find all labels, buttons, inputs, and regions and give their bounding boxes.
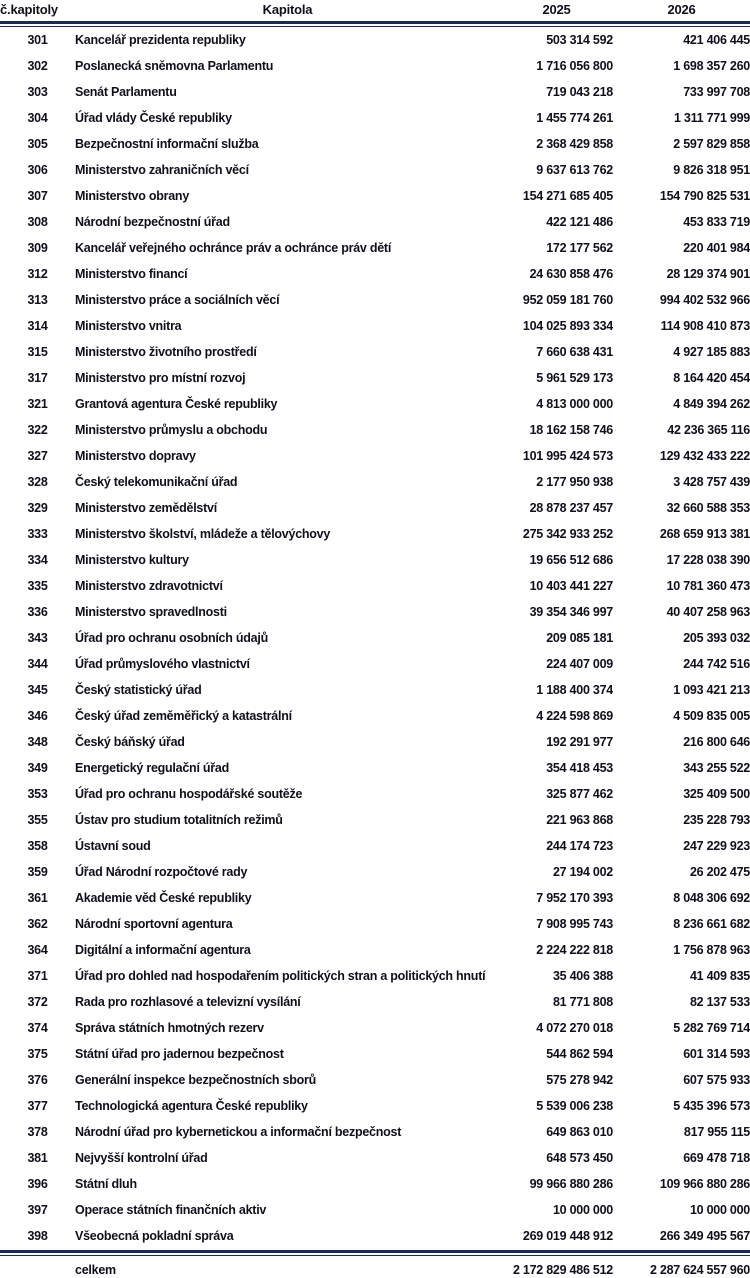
table-row <box>0 495 750 521</box>
chapter-name: Ministerstvo zahraničních věcí <box>75 163 249 177</box>
chapter-name: Kancelář prezidenta republiky <box>75 33 246 47</box>
amount-2026: 4 509 835 005 <box>673 709 750 723</box>
chapter-name: Ústavní soud <box>75 839 151 853</box>
chapter-name: Energetický regulační úřad <box>75 761 229 775</box>
amount-2026: 325 409 500 <box>683 787 750 801</box>
table-row <box>0 573 750 599</box>
chapter-name: Český úřad zeměměřický a katastrální <box>75 709 292 723</box>
amount-2025: 952 059 181 760 <box>522 293 613 307</box>
amount-2026: 114 908 410 873 <box>660 319 750 333</box>
chapter-number: 336 <box>27 605 48 619</box>
amount-2025: 2 177 950 938 <box>536 475 613 489</box>
amount-2025: 1 716 056 800 <box>536 59 613 73</box>
amount-2025: 649 863 010 <box>546 1125 613 1139</box>
column-header-chapter-number: č.kapitoly <box>0 2 58 17</box>
table-row <box>0 1041 750 1067</box>
chapter-name: Úřad pro dohled nad hospodařením politických stran a politických hnutí <box>75 969 486 983</box>
amount-2026: 26 202 475 <box>689 865 750 879</box>
amount-2026: 109 966 880 286 <box>659 1177 750 1191</box>
chapter-name: Kancelář veřejného ochránce práv a ochránce práv dětí <box>75 241 392 255</box>
chapter-number: 301 <box>27 33 48 47</box>
amount-2026: 10 781 360 473 <box>666 579 750 593</box>
table-row <box>0 807 750 833</box>
amount-2026: 817 955 115 <box>683 1125 750 1139</box>
amount-2025: 5 539 006 238 <box>536 1099 613 1113</box>
chapter-name: Úřad pro ochranu hospodářské soutěže <box>75 787 303 801</box>
chapter-number: 353 <box>27 787 48 801</box>
chapter-name: Senát Parlamentu <box>75 85 177 99</box>
table-row <box>0 79 750 105</box>
table-row <box>0 157 750 183</box>
table-row <box>0 53 750 79</box>
chapter-name: Bezpečnostní informační služba <box>75 137 259 151</box>
table-row <box>0 677 750 703</box>
chapter-number: 364 <box>27 943 48 957</box>
chapter-number: 355 <box>27 813 48 827</box>
table-row <box>0 781 750 807</box>
amount-2025: 2 368 429 858 <box>536 137 613 151</box>
chapter-number: 321 <box>27 397 48 411</box>
amount-2025: 1 455 774 261 <box>536 111 613 125</box>
amount-2026: 2 597 829 858 <box>673 137 750 151</box>
amount-2025: 101 995 424 573 <box>522 449 613 463</box>
table-body <box>0 27 750 1249</box>
table-row <box>0 1197 750 1223</box>
chapter-name: Ministerstvo obrany <box>75 189 190 203</box>
table-row <box>0 989 750 1015</box>
chapter-name: Český báňský úřad <box>75 735 185 749</box>
amount-2025: 10 403 441 227 <box>529 579 613 593</box>
amount-2026: 1 698 357 260 <box>673 59 750 73</box>
amount-2025: 39 354 346 997 <box>529 605 613 619</box>
chapter-number: 307 <box>27 189 48 203</box>
chapter-name: Český telekomunikační úřad <box>75 475 238 489</box>
amount-2026: 266 349 495 567 <box>659 1229 750 1243</box>
amount-2025: 27 194 002 <box>552 865 613 879</box>
chapter-name: Národní sportovní agentura <box>75 917 233 931</box>
amount-2025: 10 000 000 <box>552 1203 613 1217</box>
amount-2026: 733 997 708 <box>683 85 750 99</box>
table-row <box>0 261 750 287</box>
chapter-name: Úřad průmyslového vlastnictví <box>75 657 250 671</box>
amount-2026: 8 164 420 454 <box>673 371 750 385</box>
table-row <box>0 521 750 547</box>
chapter-number: 309 <box>27 241 48 255</box>
chapter-number: 397 <box>27 1203 48 1217</box>
chapter-number: 333 <box>27 527 48 541</box>
column-header-chapter-name: Kapitola <box>262 2 313 17</box>
amount-2025: 5 961 529 173 <box>536 371 613 385</box>
table-row <box>0 287 750 313</box>
table-row <box>0 1067 750 1093</box>
amount-2025: 575 278 942 <box>546 1073 613 1087</box>
chapter-number: 327 <box>27 449 48 463</box>
chapter-name: Úřad Národní rozpočtové rady <box>75 865 248 879</box>
amount-2026: 453 833 719 <box>683 215 750 229</box>
chapter-name: Ministerstvo dopravy <box>75 449 196 463</box>
chapter-number: 371 <box>27 969 48 983</box>
chapter-number: 317 <box>27 371 48 385</box>
table-row <box>0 859 750 885</box>
table-row <box>0 1145 750 1171</box>
table-row <box>0 703 750 729</box>
amount-2026: 601 314 593 <box>683 1047 750 1061</box>
chapter-number: 375 <box>27 1047 48 1061</box>
table-row <box>0 729 750 755</box>
amount-2025: 7 660 638 431 <box>536 345 613 359</box>
chapter-number: 306 <box>27 163 48 177</box>
amount-2025: 9 637 613 762 <box>536 163 613 177</box>
chapter-name: Akademie věd České republiky <box>75 891 252 905</box>
chapter-number: 359 <box>27 865 48 879</box>
amount-2026: 220 401 984 <box>683 241 750 255</box>
chapter-name: Ministerstvo pro místní rozvoj <box>75 371 246 385</box>
amount-2025: 192 291 977 <box>546 735 613 749</box>
chapter-name: Nejvyšší kontrolní úřad <box>75 1151 208 1165</box>
amount-2026: 205 393 032 <box>683 631 750 645</box>
amount-2025: 503 314 592 <box>546 33 613 47</box>
amount-2026: 268 659 913 381 <box>659 527 750 541</box>
amount-2025: 269 019 448 912 <box>522 1229 613 1243</box>
amount-2026: 4 849 394 262 <box>673 397 750 411</box>
chapter-name: Český statistický úřad <box>75 683 202 697</box>
chapter-name: Správa státních hmotných rezerv <box>75 1021 264 1035</box>
chapter-number: 343 <box>27 631 48 645</box>
amount-2026: 41 409 835 <box>689 969 750 983</box>
chapter-name: Ministerstvo vnitra <box>75 319 182 333</box>
chapter-number: 302 <box>27 59 48 73</box>
chapter-number: 361 <box>27 891 48 905</box>
chapter-number: 308 <box>27 215 48 229</box>
amount-2025: 354 418 453 <box>546 761 613 775</box>
table-row <box>0 755 750 781</box>
chapter-name: Digitální a informační agentura <box>75 943 251 957</box>
amount-2026: 1 093 421 213 <box>673 683 750 697</box>
table-row <box>0 365 750 391</box>
amount-2025: 648 573 450 <box>546 1151 613 1165</box>
chapter-number: 329 <box>27 501 48 515</box>
chapter-number: 346 <box>27 709 48 723</box>
chapter-number: 372 <box>27 995 48 1009</box>
table-row <box>0 547 750 573</box>
table-row <box>0 1015 750 1041</box>
amount-2025: 275 342 933 252 <box>522 527 613 541</box>
table-row <box>0 833 750 859</box>
amount-2025: 4 813 000 000 <box>536 397 613 411</box>
chapter-name: Státní dluh <box>75 1177 137 1191</box>
amount-2026: 247 229 923 <box>683 839 750 853</box>
chapter-name: Grantová agentura České republiky <box>75 397 278 411</box>
table-row <box>0 1171 750 1197</box>
amount-2025: 104 025 893 334 <box>522 319 613 333</box>
chapter-name: Ministerstvo zdravotnictví <box>75 579 223 593</box>
chapter-number: 304 <box>27 111 48 125</box>
amount-2026: 40 407 258 963 <box>666 605 750 619</box>
amount-2026: 235 228 793 <box>683 813 750 827</box>
total-row <box>0 1256 750 1278</box>
amount-2025: 24 630 858 476 <box>529 267 613 281</box>
chapter-name: Národní úřad pro kybernetickou a informační bezpečnost <box>75 1125 402 1139</box>
amount-2025: 719 043 218 <box>546 85 613 99</box>
chapter-name: Ministerstvo kultury <box>75 553 189 567</box>
chapter-number: 377 <box>27 1099 48 1113</box>
chapter-name: Všeobecná pokladní správa <box>75 1229 234 1243</box>
chapter-name: Úřad pro ochranu osobních údajů <box>75 631 268 645</box>
amount-2026: 10 000 000 <box>689 1203 750 1217</box>
chapter-number: 374 <box>27 1021 48 1035</box>
total-amount-2026: 2 287 624 557 960 <box>649 1262 750 1277</box>
chapter-name: Rada pro rozhlasové a televizní vysílání <box>75 995 301 1009</box>
total-separator-row <box>0 1249 750 1256</box>
chapter-number: 322 <box>27 423 48 437</box>
chapter-name: Technologická agentura České republiky <box>75 1099 308 1113</box>
chapter-number: 398 <box>27 1229 48 1243</box>
amount-2026: 607 575 933 <box>683 1073 750 1087</box>
amount-2025: 1 188 400 374 <box>536 683 613 697</box>
chapter-name: Poslanecká sněmovna Parlamentu <box>75 59 274 73</box>
amount-2025: 244 174 723 <box>546 839 613 853</box>
chapter-number: 349 <box>27 761 48 775</box>
amount-2025: 81 771 808 <box>552 995 613 1009</box>
column-header-2026: 2026 <box>667 2 696 17</box>
chapter-name: Ministerstvo průmyslu a obchodu <box>75 423 268 437</box>
chapter-number: 376 <box>27 1073 48 1087</box>
table-row <box>0 27 750 53</box>
chapter-number: 303 <box>27 85 48 99</box>
table-row <box>0 625 750 651</box>
table-row <box>0 417 750 443</box>
table-row <box>0 391 750 417</box>
chapter-number: 334 <box>27 553 48 567</box>
chapter-number: 344 <box>27 657 48 671</box>
chapter-number: 313 <box>27 293 48 307</box>
amount-2025: 4 224 598 869 <box>536 709 613 723</box>
chapter-name: Ministerstvo zemědělství <box>75 501 217 515</box>
chapter-number: 378 <box>27 1125 48 1139</box>
total-amount-2025: 2 172 829 486 512 <box>512 1262 613 1277</box>
chapter-name: Ministerstvo spravedlnosti <box>75 605 227 619</box>
table-row <box>0 1119 750 1145</box>
table-row <box>0 651 750 677</box>
table-row <box>0 105 750 131</box>
chapter-name: Ministerstvo práce a sociálních věcí <box>75 293 280 307</box>
amount-2025: 4 072 270 018 <box>536 1021 613 1035</box>
amount-2025: 2 224 222 818 <box>536 943 613 957</box>
chapter-number: 348 <box>27 735 48 749</box>
amount-2025: 422 121 486 <box>546 215 613 229</box>
amount-2025: 224 407 009 <box>546 657 613 671</box>
chapter-number: 358 <box>27 839 48 853</box>
amount-2026: 4 927 185 883 <box>673 345 750 359</box>
amount-2026: 129 432 433 222 <box>659 449 750 463</box>
amount-2025: 99 966 880 286 <box>529 1177 613 1191</box>
chapter-number: 362 <box>27 917 48 931</box>
chapter-name: Ministerstvo životního prostředí <box>75 345 257 359</box>
amount-2026: 8 236 661 682 <box>673 917 750 931</box>
table-row <box>0 235 750 261</box>
amount-2026: 154 790 825 531 <box>659 189 750 203</box>
amount-2026: 32 660 588 353 <box>666 501 750 515</box>
amount-2026: 669 478 718 <box>683 1151 750 1165</box>
table-row <box>0 911 750 937</box>
chapter-number: 305 <box>27 137 48 151</box>
amount-2025: 154 271 685 405 <box>522 189 613 203</box>
amount-2025: 18 162 158 746 <box>529 423 613 437</box>
table-row <box>0 209 750 235</box>
amount-2026: 82 137 533 <box>689 995 750 1009</box>
amount-2025: 19 656 512 686 <box>529 553 613 567</box>
amount-2026: 42 236 365 116 <box>667 423 750 437</box>
table-row <box>0 937 750 963</box>
chapter-number: 315 <box>27 345 48 359</box>
chapter-name: Státní úřad pro jadernou bezpečnost <box>75 1047 284 1061</box>
amount-2026: 1 311 771 999 <box>674 111 750 125</box>
chapter-number: 335 <box>27 579 48 593</box>
chapter-name: Ministerstvo školství, mládeže a tělovýchovy <box>75 527 331 541</box>
amount-2026: 8 048 306 692 <box>673 891 750 905</box>
amount-2025: 221 963 868 <box>546 813 613 827</box>
table-row <box>0 131 750 157</box>
amount-2025: 325 877 462 <box>546 787 613 801</box>
table-row <box>0 963 750 989</box>
chapter-number: 328 <box>27 475 48 489</box>
table-row <box>0 339 750 365</box>
amount-2025: 544 862 594 <box>546 1047 613 1061</box>
table-row <box>0 443 750 469</box>
chapter-number: 312 <box>27 267 48 281</box>
chapter-number: 396 <box>27 1177 48 1191</box>
amount-2026: 343 255 522 <box>683 761 750 775</box>
chapter-name: Operace státních finančních aktiv <box>75 1203 267 1217</box>
amount-2026: 17 228 038 390 <box>666 553 750 567</box>
table-row <box>0 313 750 339</box>
amount-2025: 7 908 995 743 <box>536 917 613 931</box>
amount-2025: 35 406 388 <box>552 969 613 983</box>
chapter-number: 345 <box>27 683 48 697</box>
chapter-name: Ministerstvo financí <box>75 267 188 281</box>
amount-2026: 3 428 757 439 <box>673 475 750 489</box>
amount-2025: 209 085 181 <box>546 631 613 645</box>
amount-2026: 421 406 445 <box>683 33 750 47</box>
chapter-name: Ústav pro studium totalitních režimů <box>75 813 283 827</box>
amount-2026: 5 435 396 573 <box>673 1099 750 1113</box>
chapter-number: 381 <box>27 1151 48 1165</box>
amount-2026: 9 826 318 951 <box>673 163 750 177</box>
table-row <box>0 183 750 209</box>
amount-2026: 1 756 878 963 <box>673 943 750 957</box>
table-header-row <box>0 0 750 20</box>
column-header-2025: 2025 <box>542 2 571 17</box>
amount-2026: 994 402 532 966 <box>659 293 750 307</box>
header-separator-row <box>0 20 750 27</box>
amount-2026: 28 129 374 901 <box>666 267 750 281</box>
total-label: celkem <box>75 1262 116 1277</box>
table-row <box>0 1093 750 1119</box>
table-row <box>0 469 750 495</box>
amount-2026: 5 282 769 714 <box>673 1021 750 1035</box>
table-row <box>0 1223 750 1249</box>
amount-2026: 216 800 646 <box>683 735 750 749</box>
chapter-number: 314 <box>27 319 48 333</box>
amount-2025: 7 952 170 393 <box>536 891 613 905</box>
amount-2025: 172 177 562 <box>546 241 613 255</box>
table-row <box>0 599 750 625</box>
chapter-name: Národní bezpečnostní úřad <box>75 215 230 229</box>
amount-2025: 28 878 237 457 <box>529 501 613 515</box>
chapter-name: Úřad vlády České republiky <box>75 111 232 125</box>
table-row <box>0 885 750 911</box>
amount-2026: 244 742 516 <box>683 657 750 671</box>
chapter-name: Generální inspekce bezpečnostních sborů <box>75 1073 317 1087</box>
